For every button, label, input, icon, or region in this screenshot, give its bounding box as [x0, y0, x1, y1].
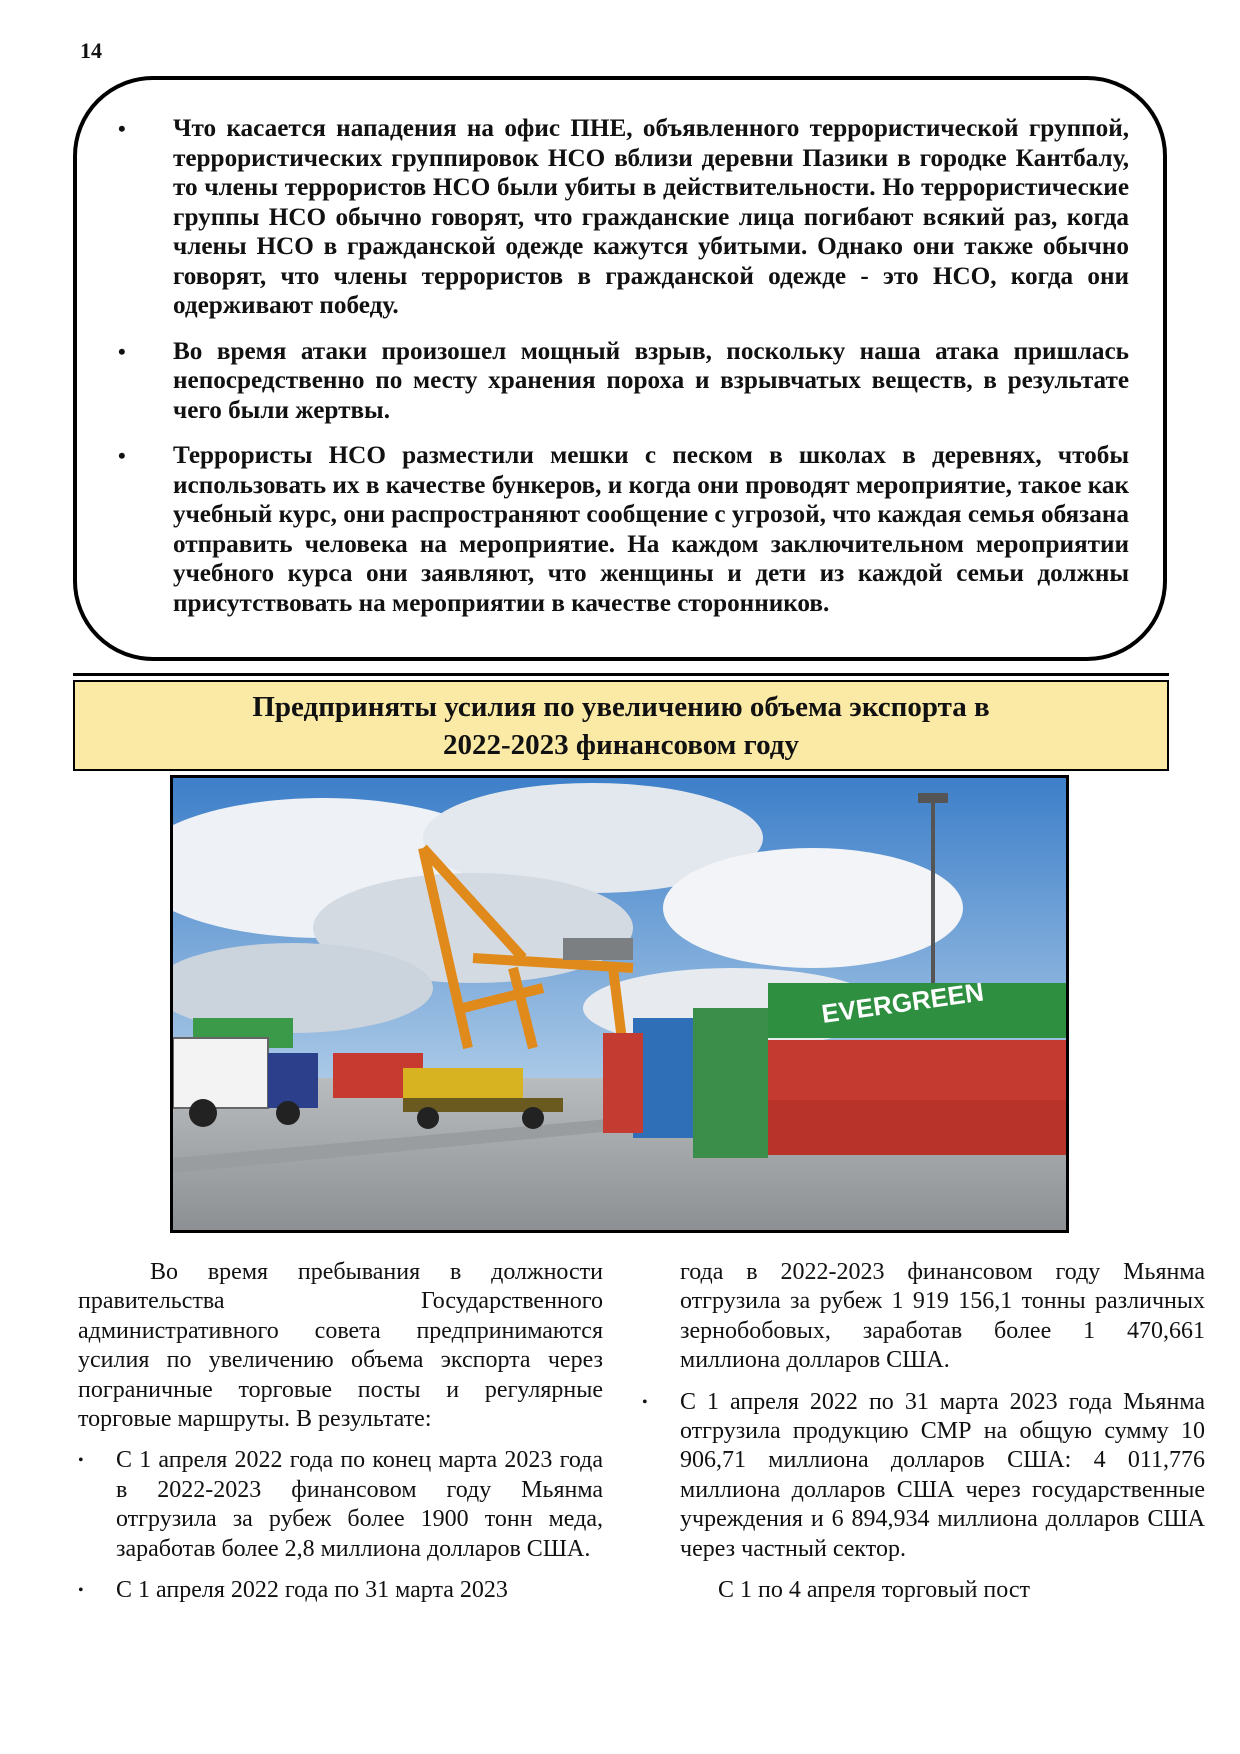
article-bullet-continuation: года в 2022-2023 финансовом году Мьянма отгрузила за рубеж 1 919 156,1 тонны различных зернобобовых, заработав более 1 470,661 миллиона долларов США. [680, 1259, 1205, 1374]
bullet-icon: • [642, 1393, 648, 1411]
page-number: 14 [80, 38, 102, 63]
info-box-list [107, 114, 1129, 618]
container-brand-text: EVERGREEN [819, 976, 986, 1029]
article-bullet-text: С 1 апреля 2022 года по 31 марта 2023 [116, 1577, 508, 1604]
bullet-icon: • [118, 116, 126, 141]
section-divider [73, 673, 1169, 676]
info-box-bullet-item [107, 114, 1129, 321]
article-bullet-text: С 1 апреля 2022 по 31 марта 2023 года Мьянма отгрузила продукцию СМР на общую сумму 10 906,71 миллиона долларов США: 4 011,776 миллиона долларов США через государственные учреждения и 6 894,934 миллиона долларов США через частный сектор. [680, 1388, 1205, 1562]
article-bullet-item [78, 1576, 603, 1605]
article-list-left [78, 1446, 603, 1605]
bullet-icon: • [118, 338, 126, 364]
port-photo [170, 775, 1069, 1233]
article-list-right [642, 1388, 1205, 1564]
info-box [73, 76, 1167, 661]
info-box-bullet-text: Террористы НСО разместили мешки с песком в школах в деревнях, чтобы использовать их в качестве бункеров, и когда они проводят мероприятие, такое как учебный курс, они распространяют сообщение с угрозой, что каждая семья обязана отправить человека на мероприятие. На каждом заключительном мероприятии учебного курса они заявляют, что женщины и дети из каждой семьи должны присутствовать на мероприятии в качестве сторонников. [173, 442, 1129, 617]
section-title: Предприняты усилия по увеличению объема экспорта в 2022-2023 финансовом году [252, 690, 990, 761]
info-box-bullet-text: Что касается нападения на офис ПНЕ, объявленного террористической группой, террористических группировок НСО вблизи деревни Пазики в городке Кантбалу, то члены террористов НСО были убиты в действительности. Но террористические группы НСО обычно говорят, что гражданские лица погибают всякий раз, когда члены НСО в гражданской одежде кажутся убитыми. Однако они также обычно говорят, что члены террористов в гражданской одежде - это НСО, когда они одерживают победу. [173, 115, 1129, 319]
article-column-left [78, 1258, 603, 1605]
article-bullet-item [78, 1446, 603, 1564]
bullet-icon: • [118, 443, 126, 468]
bullet-icon: • [78, 1452, 84, 1470]
article-column-right [642, 1258, 1205, 1605]
info-box-bullet-item [107, 441, 1129, 618]
article-intro: Во время пребывания в должности правительства Государственного административного совета предпринимаются усилия по увеличению объема экспорта через пограничные торговые посты и регулярные торговые маршруты. В результате: [78, 1259, 603, 1433]
article-last-line: С 1 по 4 апреля торговый пост [718, 1577, 1030, 1604]
bullet-icon: • [78, 1582, 84, 1600]
article-bullet-text: С 1 апреля 2022 года по конец марта 2023 года в 2022-2023 финансовом году Мьянма отгрузила за рубеж более 1900 тонн меда, заработав более 2,8 миллиона долларов США. [116, 1447, 603, 1562]
section-title-banner [73, 680, 1169, 771]
info-box-bullet-text: Во время атаки произошел мощный взрыв, поскольку наша атака пришлась непосредственно по месту хранения пороха и взрывчатых веществ, в результате чего были жертвы. [173, 337, 1129, 424]
article-bullet-item [642, 1388, 1205, 1564]
port-photo-illustration [173, 778, 1066, 1230]
info-box-bullet-item [107, 337, 1129, 426]
